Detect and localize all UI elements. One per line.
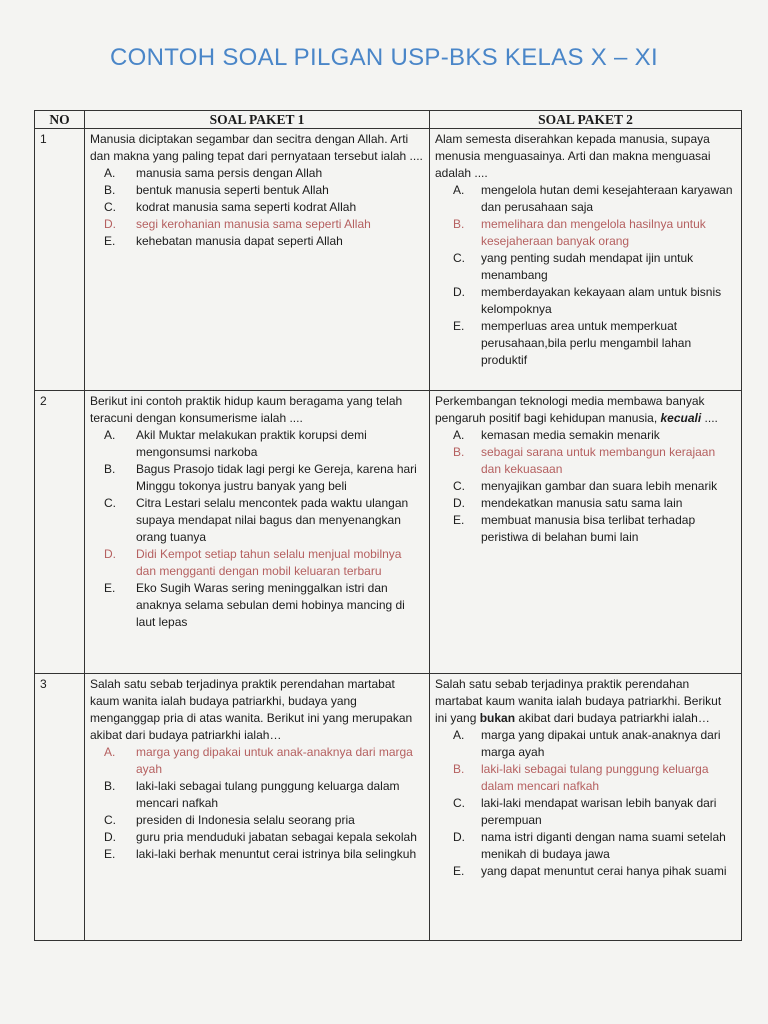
- question-text: [435, 676, 736, 727]
- option-letter: E.: [453, 864, 465, 878]
- option-text: Akil Muktar melakukan praktik korupsi demi mengonsumsi narkoba: [136, 428, 367, 459]
- option-letter: D.: [453, 285, 465, 299]
- option-item: [435, 284, 736, 318]
- header-paket1: SOAL PAKET 1: [85, 111, 430, 129]
- option-item: [90, 199, 424, 216]
- option-letter: E.: [453, 319, 465, 333]
- option-text: presiden di Indonesia selalu seorang pria: [136, 813, 355, 827]
- option-letter: C.: [453, 479, 465, 493]
- option-item-answer: [90, 216, 424, 233]
- option-letter: D.: [453, 830, 465, 844]
- option-letter: B.: [453, 445, 465, 459]
- option-item: [435, 318, 736, 369]
- option-letter: D.: [453, 496, 465, 510]
- option-letter: B.: [453, 762, 465, 776]
- option-letter: C.: [453, 251, 465, 265]
- option-text: Eko Sugih Waras sering meninggalkan istri dan anaknya selama sebulan demi hobinya mancing di laut lepas: [136, 581, 405, 629]
- question-text-part: Salah satu sebab terjadinya praktik perendahan martabat kaum wanita ialah budaya patriarkhi. Berikut ini yang: [435, 677, 722, 725]
- option-list: [90, 744, 424, 863]
- option-letter: B.: [104, 779, 116, 793]
- table-header-row: [35, 111, 742, 129]
- option-item: [90, 829, 424, 846]
- option-text: mengelola hutan demi kesejahteraan karyawan dan perusahaan saja: [481, 183, 733, 214]
- option-text: guru pria menduduki jabatan sebagai kepala sekolah: [136, 830, 417, 844]
- paket2-cell: [430, 674, 742, 941]
- option-letter: E.: [104, 847, 116, 861]
- question-text: Manusia diciptakan segambar dan secitra dengan Allah. Arti dan makna yang paling tepat dari pernyataan tersebut ialah ....: [90, 132, 423, 163]
- question-text-part: Perkembangan teknologi media membawa banyak pengaruh positif bagi kehidupan manusia,: [435, 394, 705, 425]
- option-letter: D.: [104, 547, 116, 561]
- option-text: memperluas area untuk memperkuat perusahaan,bila perlu mengambil lahan produktif: [481, 319, 692, 367]
- header-no: NO: [35, 111, 85, 129]
- question-text: Berikut ini contoh praktik hidup kaum beragama yang telah teracuni dengan konsumerisme ialah ....: [90, 394, 403, 425]
- option-text: kemasan media semakin menarik: [481, 428, 660, 442]
- option-text: Citra Lestari selalu mencontek pada waktu ulangan supaya mendapat nilai bagus dan menyenangkan orang tuanya: [136, 496, 409, 544]
- option-letter: B.: [104, 462, 116, 476]
- option-item: [435, 182, 736, 216]
- option-item: [90, 427, 424, 461]
- table-row: [35, 674, 742, 941]
- option-item: [435, 727, 736, 761]
- paket1-cell: [85, 129, 430, 391]
- question-text: Alam semesta diserahkan kepada manusia, supaya menusia menguasainya. Arti dan makna menguasai adalah ....: [435, 132, 711, 180]
- question-text-part: akibat dari budaya patriarkhi ialah…: [515, 711, 710, 725]
- option-list: [90, 165, 424, 250]
- option-text: kehebatan manusia dapat seperti Allah: [136, 234, 343, 248]
- option-list: [435, 727, 736, 880]
- page-title: CONTOH SOAL PILGAN USP-BKS KELAS X – XI: [110, 44, 658, 71]
- option-text: yang dapat menuntut cerai hanya pihak suami: [481, 864, 727, 878]
- option-text: sebagai sarana untuk membangun kerajaan dan kekuasaan: [481, 445, 716, 476]
- question-number: 2: [35, 391, 85, 674]
- option-item: [435, 478, 736, 495]
- paket2-cell: [430, 129, 742, 391]
- option-letter: C.: [104, 200, 116, 214]
- header-paket2: SOAL PAKET 2: [430, 111, 742, 129]
- option-text: memelihara dan mengelola hasilnya untuk kesejaheraan banyak orang: [481, 217, 706, 248]
- option-item: [90, 233, 424, 250]
- option-letter: A.: [453, 728, 465, 742]
- option-item: [435, 863, 736, 880]
- option-letter: A.: [104, 428, 116, 442]
- option-item: [435, 829, 736, 863]
- option-item: [90, 461, 424, 495]
- option-text: nama istri diganti dengan nama suami setelah menikah di budaya jawa: [481, 830, 726, 861]
- option-letter: C.: [104, 813, 116, 827]
- question-text: Salah satu sebab terjadinya praktik perendahan martabat kaum wanita ialah budaya patriarkhi, budaya yang menganggap pria di atas wanita. Berikut ini yang merupakan akibat dari budaya patriarkhi ialah…: [90, 677, 413, 742]
- option-letter: C.: [453, 796, 465, 810]
- option-list: [90, 427, 424, 631]
- option-text: manusia sama persis dengan Allah: [136, 166, 323, 180]
- question-number: 1: [35, 129, 85, 391]
- option-text: laki-laki sebagai tulang punggung keluarga dalam mencari nafkah: [481, 762, 709, 793]
- option-item-answer: [90, 546, 424, 580]
- paket1-cell: [85, 391, 430, 674]
- table-row: [35, 129, 742, 391]
- option-item-answer: [435, 444, 736, 478]
- option-text: marga yang dipakai untuk anak-anaknya dari marga ayah: [136, 745, 413, 776]
- option-text: Bagus Prasojo tidak lagi pergi ke Gereja, karena hari Minggu tokonya justru banyak yang beli: [136, 462, 417, 493]
- option-letter: A.: [453, 183, 465, 197]
- option-text: laki-laki mendapat warisan lebih banyak dari perempuan: [481, 796, 717, 827]
- option-text: segi kerohanian manusia sama seperti Allah: [136, 217, 371, 231]
- option-letter: E.: [104, 234, 116, 248]
- option-item: [435, 250, 736, 284]
- option-item-answer: [90, 744, 424, 778]
- option-item: [435, 512, 736, 546]
- table-row: [35, 391, 742, 674]
- option-text: mendekatkan manusia satu sama lain: [481, 496, 683, 510]
- question-text-part: ....: [701, 411, 718, 425]
- option-letter: C.: [104, 496, 116, 510]
- option-letter: B.: [453, 217, 465, 231]
- option-text: laki-laki berhak menuntut cerai istrinya bila selingkuh: [136, 847, 417, 861]
- question-number: 3: [35, 674, 85, 941]
- option-item: [90, 812, 424, 829]
- paket1-cell: [85, 674, 430, 941]
- option-text: marga yang dipakai untuk anak-anaknya dari marga ayah: [481, 728, 721, 759]
- option-letter: E.: [453, 513, 465, 527]
- option-text: yang penting sudah mendapat ijin untuk menambang: [481, 251, 694, 282]
- option-text: bentuk manusia seperti bentuk Allah: [136, 183, 329, 197]
- option-list: [435, 182, 736, 369]
- option-item: [90, 495, 424, 546]
- option-item-answer: [435, 216, 736, 250]
- option-letter: A.: [104, 166, 116, 180]
- option-letter: E.: [104, 581, 116, 595]
- option-letter: B.: [104, 183, 116, 197]
- option-letter: D.: [104, 830, 116, 844]
- option-item: [90, 182, 424, 199]
- question-table: [34, 110, 742, 941]
- question-keyword: bukan: [479, 711, 516, 725]
- option-text: Didi Kempot setiap tahun selalu menjual mobilnya dan mengganti dengan mobil keluaran terbaru: [136, 547, 402, 578]
- option-text: memberdayakan kekayaan alam untuk bisnis kelompoknya: [481, 285, 722, 316]
- option-item: [90, 165, 424, 182]
- option-list: [435, 427, 736, 546]
- option-item-answer: [435, 761, 736, 795]
- option-letter: D.: [104, 217, 116, 231]
- question-keyword: kecuali: [660, 411, 702, 425]
- option-text: laki-laki sebagai tulang punggung keluarga dalam mencari nafkah: [136, 779, 400, 810]
- paket2-cell: [430, 391, 742, 674]
- option-letter: A.: [453, 428, 465, 442]
- option-item: [90, 846, 424, 863]
- option-letter: A.: [104, 745, 116, 759]
- option-item: [435, 795, 736, 829]
- option-text: menyajikan gambar dan suara lebih menarik: [481, 479, 718, 493]
- option-item: [90, 580, 424, 631]
- option-item: [90, 778, 424, 812]
- option-item: [435, 427, 736, 444]
- option-text: membuat manusia bisa terlibat terhadap peristiwa di belahan bumi lain: [481, 513, 696, 544]
- option-item: [435, 495, 736, 512]
- question-text: [435, 393, 736, 427]
- option-text: kodrat manusia sama seperti kodrat Allah: [136, 200, 357, 214]
